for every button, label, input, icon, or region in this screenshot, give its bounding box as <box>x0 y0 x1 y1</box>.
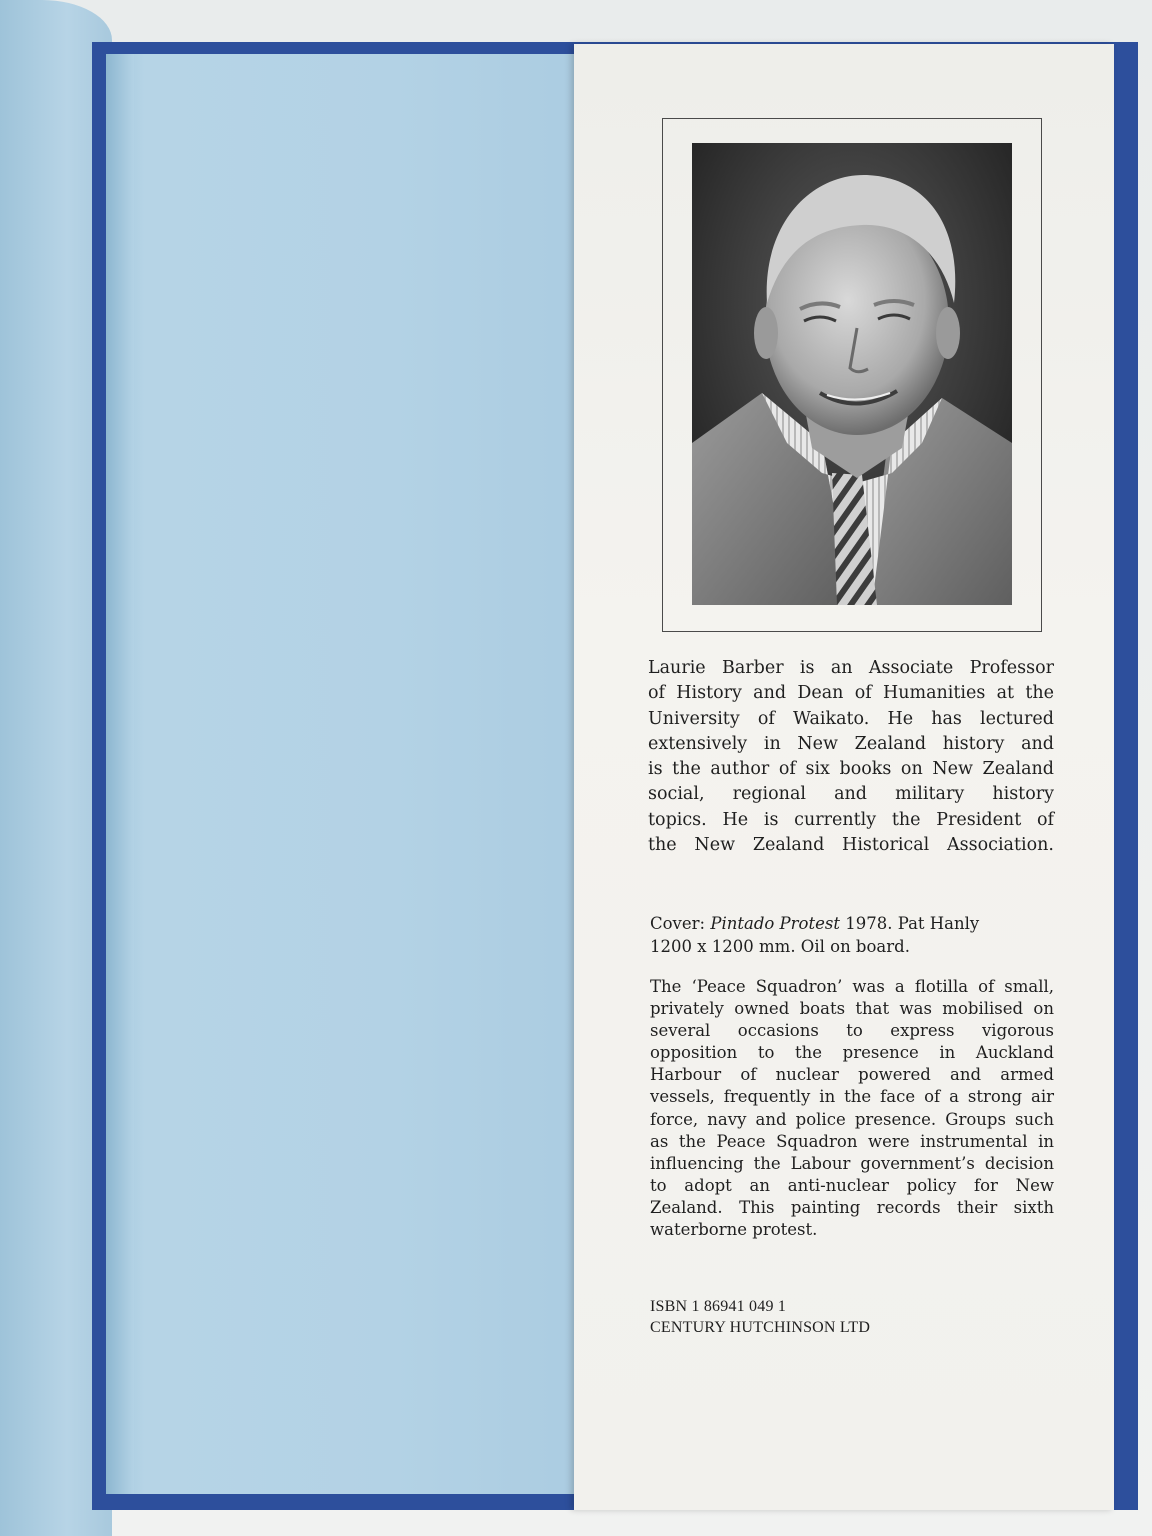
blurb-line: several occasions to express vigorous <box>650 1021 1054 1041</box>
bio-line: extensively in New Zealand history and <box>648 733 1054 754</box>
blurb-line: to adopt an anti-nuclear policy for New <box>650 1175 1054 1195</box>
cover-painting-title: Pintado Protest <box>710 914 840 933</box>
endpaper <box>106 54 586 1494</box>
bio-line: topics. He is currently the President of <box>648 809 1054 830</box>
bio-line: the New Zealand Historical Association. <box>648 835 1054 856</box>
author-portrait-illustration <box>692 143 1012 605</box>
bio-line: social, regional and military history <box>648 784 1054 805</box>
blurb-line: Zealand. This painting records their sixth <box>650 1197 1054 1217</box>
author-portrait-photo <box>692 143 1012 605</box>
blurb-line: privately owned boats that was mobilised on <box>650 999 1054 1019</box>
endpaper-gutter-shadow <box>106 54 134 1494</box>
author-bio <box>648 656 1054 858</box>
blurb-line: Harbour of nuclear powered and armed <box>650 1065 1054 1085</box>
bio-line: University of Waikato. He has lectured <box>648 708 1054 729</box>
cover-credit <box>650 912 1050 958</box>
bio-line: is the author of six books on New Zealand <box>648 759 1054 780</box>
painting-blurb <box>650 976 1054 1241</box>
cover-credit-line-1 <box>650 912 1050 935</box>
imprint <box>650 1296 1050 1338</box>
blurb-line: opposition to the presence in Auckland <box>650 1043 1054 1063</box>
bio-line: of History and Dean of Humanities at the <box>648 683 1054 704</box>
blurb-line: influencing the Labour government’s decision <box>650 1153 1054 1173</box>
blurb-line: as the Peace Squadron were instrumental in <box>650 1131 1054 1151</box>
bio-line: Laurie Barber is an Associate Professor <box>648 658 1054 678</box>
cover-painting-size-medium: 1200 x 1200 mm. Oil on board. <box>650 937 910 956</box>
blurb-line: vessels, frequently in the face of a strong air <box>650 1087 1054 1107</box>
publisher: CENTURY HUTCHINSON LTD <box>650 1319 871 1336</box>
blurb-line: The ‘Peace Squadron’ was a flotilla of small, <box>650 977 1054 996</box>
blurb-line: force, navy and police presence. Groups such <box>650 1109 1054 1129</box>
blurb-line: waterborne protest. <box>650 1220 818 1240</box>
cover-credit-prefix: Cover: <box>650 914 706 933</box>
isbn: ISBN 1 86941 049 1 <box>650 1298 787 1315</box>
cover-painting-details: 1978. Pat Hanly <box>845 914 980 933</box>
